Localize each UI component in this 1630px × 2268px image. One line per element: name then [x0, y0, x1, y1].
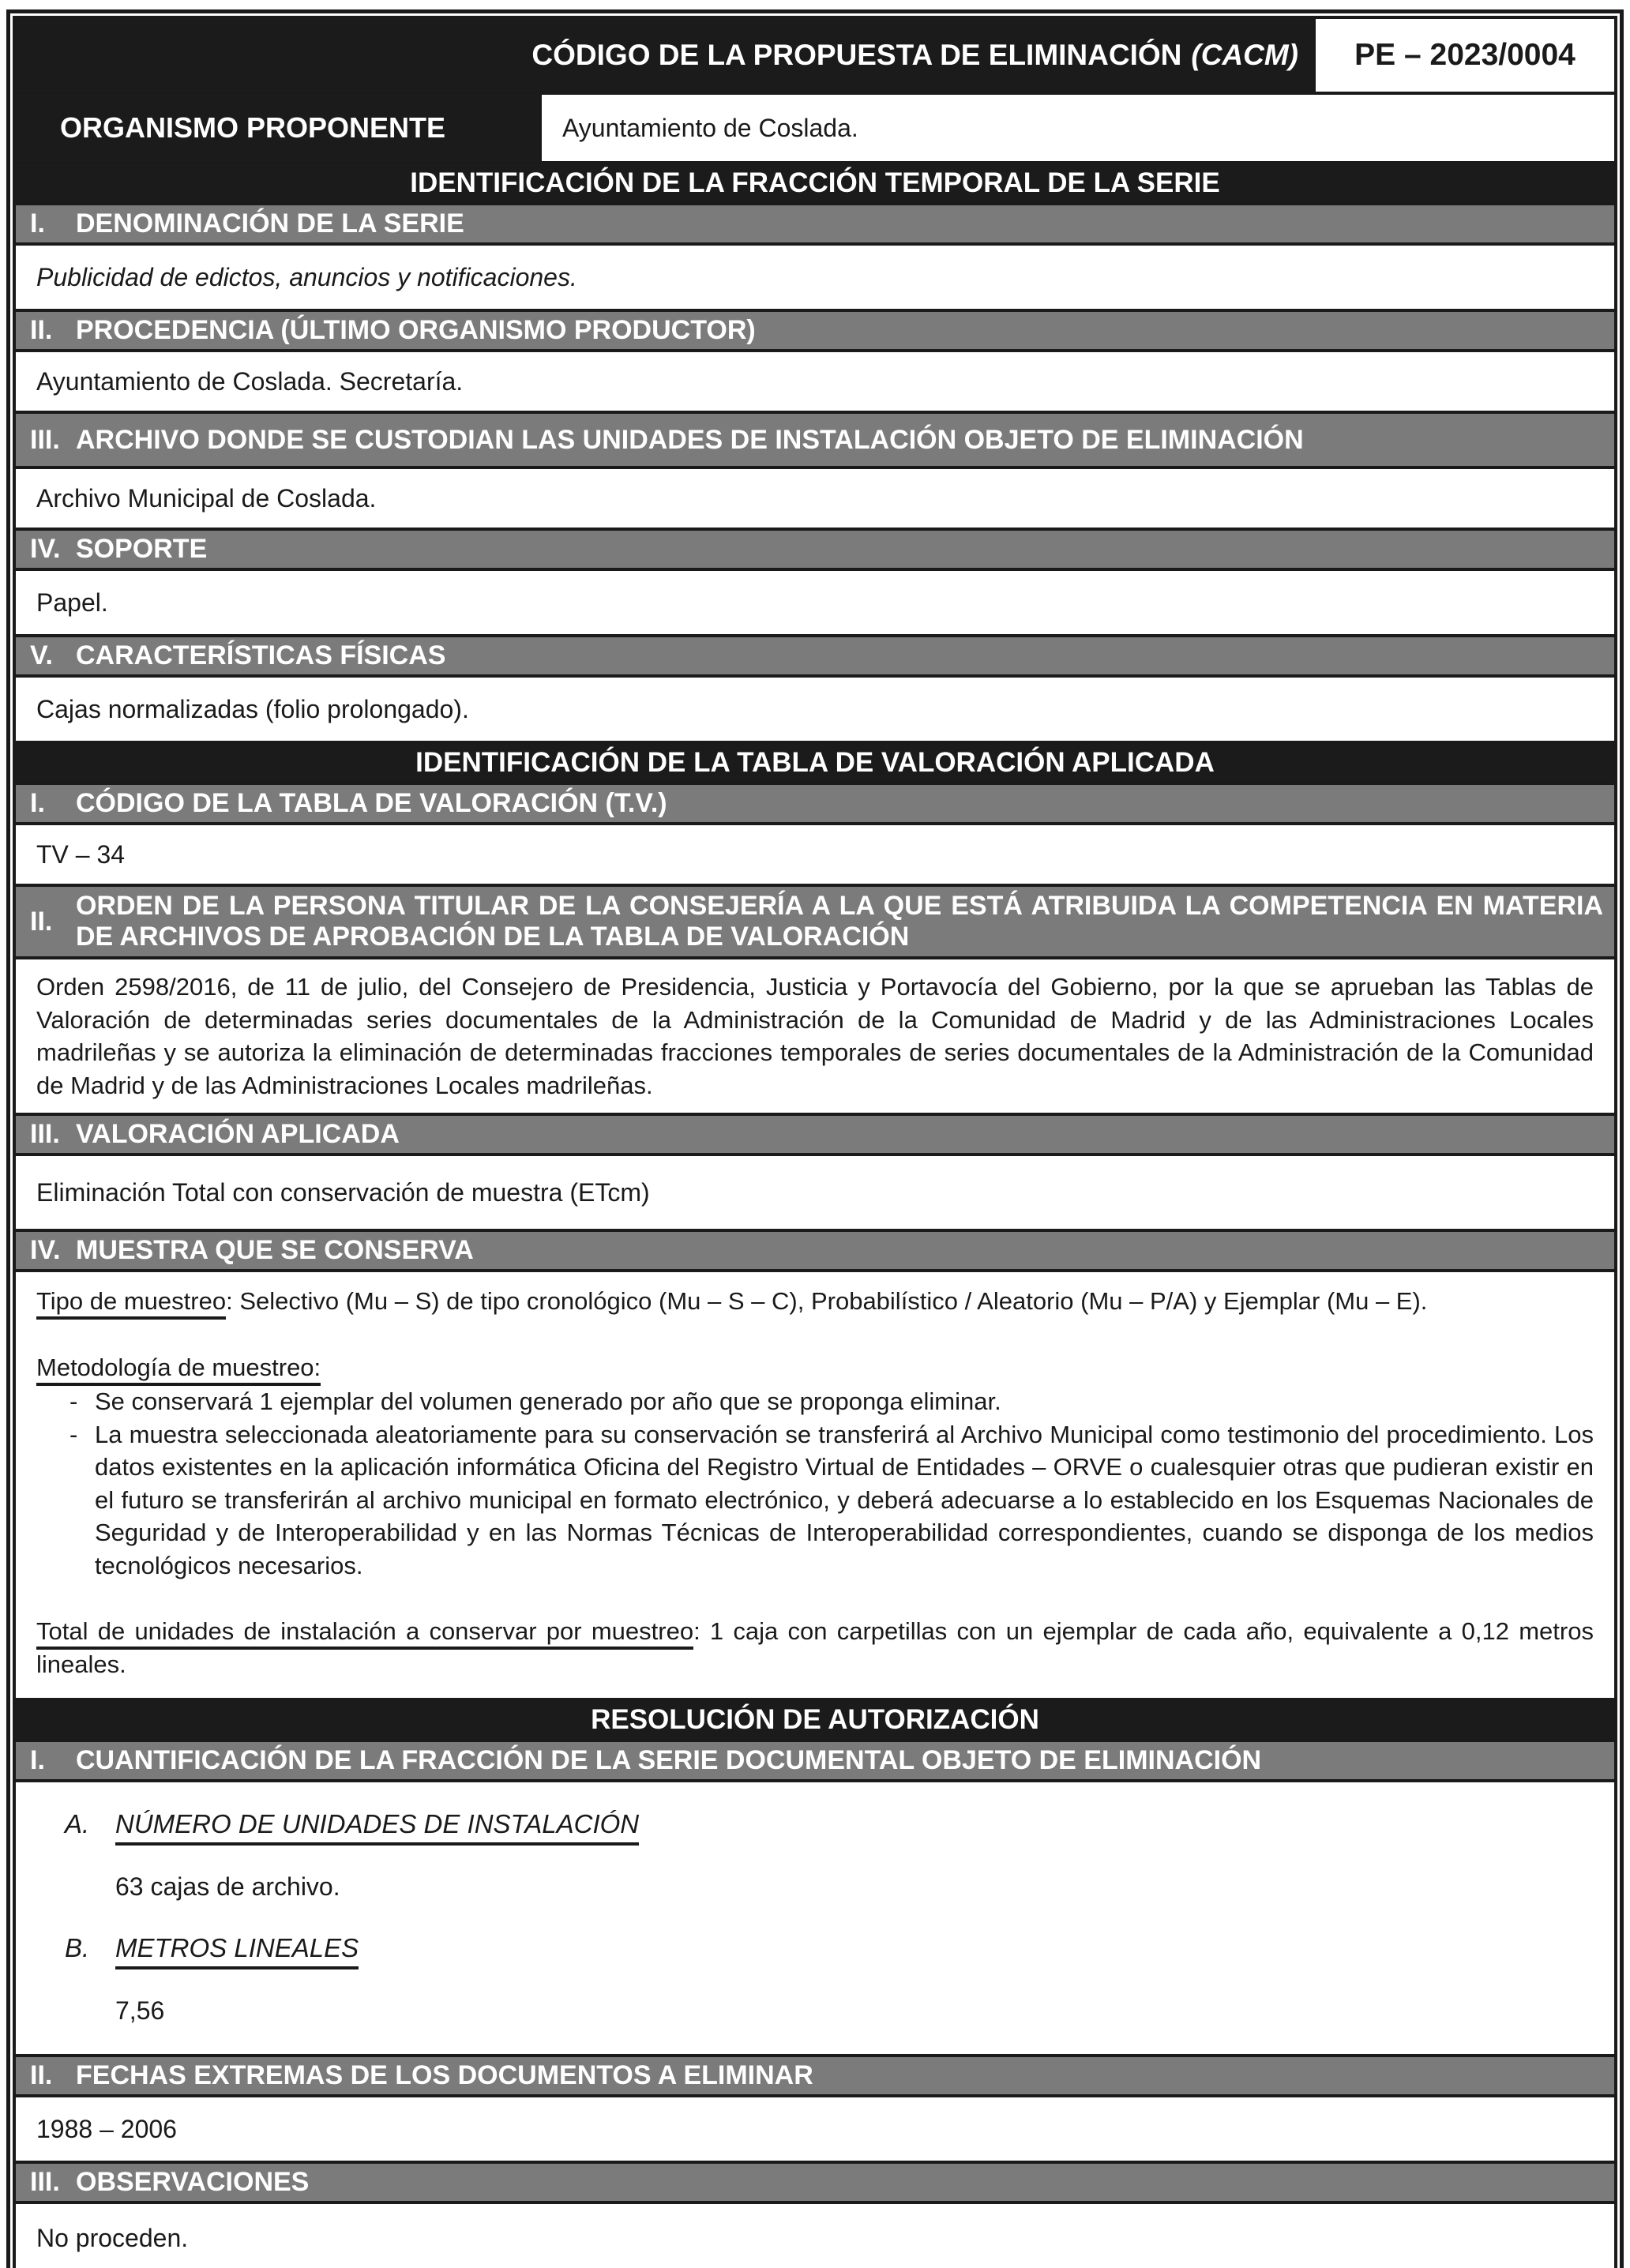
section-numeral: I.: [30, 1745, 45, 1776]
header-valoracion-aplicada: [16, 1113, 1614, 1153]
field-text: Ayuntamiento de Coslada. Secretaría.: [36, 366, 464, 396]
section-label: DENOMINACIÓN DE LA SERIE: [76, 208, 464, 238]
section-numeral: III.: [30, 424, 60, 455]
section-label: VALORACIÓN APLICADA: [76, 1119, 400, 1150]
header-row: [16, 19, 1614, 92]
band-identificacion-tabla: IDENTIFICACIÓN DE LA TABLA DE VALORACIÓN APLICADA: [16, 741, 1614, 782]
proposal-code-box: [1313, 19, 1614, 92]
header-procedencia: [16, 309, 1614, 349]
header-cuantificacion: [16, 1739, 1614, 1779]
field-text: Publicidad de edictos, anuncios y notificaciones.: [36, 262, 577, 291]
tipo-muestreo-label: Tipo de muestreo: [36, 1287, 226, 1320]
organismo-value: Ayuntamiento de Coslada.: [562, 113, 858, 142]
subsection-title: NÚMERO DE UNIDADES DE INSTALACIÓN: [115, 1809, 639, 1846]
section-label: PROCEDENCIA (ÚLTIMO ORGANISMO PRODUCTOR): [76, 315, 756, 345]
section-numeral: II.: [30, 906, 53, 937]
value-denominacion-serie: [16, 242, 1614, 309]
subsection-numero-unidades: [36, 1809, 1594, 1846]
field-paragraph: Orden 2598/2016, de 11 de julio, del Consejero de Presidencia, Justicia y Portavocía del Gobierno, por la que se aprueban las Tablas de Valoración de determinadas series documentales de la Administración de la Comunidad de Madrid y de las Administraciones Locales madrileñas y se autoriza la eliminación de determinadas fracciones temporales de series documentales de la Administración de la Comunidad de Madrid y de las Administraciones Locales madrileñas.: [36, 973, 1594, 1099]
section-label: SOPORTE: [76, 534, 208, 564]
header-codigo-tabla: [16, 782, 1614, 822]
list-item: [36, 1418, 1594, 1583]
section-label: CARACTERÍSTICAS FÍSICAS: [76, 640, 446, 670]
list-item: [36, 1385, 1594, 1418]
section-numeral: V.: [30, 640, 54, 670]
field-text: Cajas normalizadas (folio prolongado).: [36, 694, 469, 723]
subsection-metros-lineales: [36, 1933, 1594, 1969]
metodologia-paragraph: [36, 1351, 1594, 1384]
total-unidades-paragraph: [36, 1615, 1594, 1680]
value-soporte: [16, 568, 1614, 634]
field-text: Papel.: [36, 588, 108, 617]
section-numeral: II.: [30, 315, 53, 345]
value-muestra-conserva: [16, 1269, 1614, 1698]
header-archivo-custodia: [16, 411, 1614, 466]
subsection-letter: B.: [65, 1933, 90, 1963]
value-orden-consejeria: [16, 956, 1614, 1113]
header-caracteristicas-fisicas: [16, 634, 1614, 674]
metros-lineales-value: 7,56: [115, 1996, 165, 2026]
metodologia-list: [36, 1385, 1594, 1582]
section-label: CÓDIGO DE LA TABLA DE VALORACIÓN (T.V.): [76, 788, 667, 818]
section-label: MUESTRA QUE SE CONSERVA: [76, 1235, 474, 1266]
field-text: No proceden.: [36, 2223, 189, 2252]
header-orden-consejeria: [16, 884, 1614, 956]
value-cuantificacion: [16, 1779, 1614, 2054]
header-fechas-extremas: [16, 2054, 1614, 2094]
proposal-code: PE – 2023/0004: [1354, 38, 1576, 72]
field-text: TV – 34: [36, 839, 126, 869]
section-label: OBSERVACIONES: [76, 2167, 310, 2198]
subsection-letter: A.: [65, 1809, 90, 1839]
section-numeral: IV.: [30, 534, 61, 564]
bullet-dash: -: [69, 1420, 78, 1448]
value-procedencia: [16, 349, 1614, 411]
value-codigo-tabla: [16, 822, 1614, 884]
section-label: ORDEN DE LA PERSONA TITULAR DE LA CONSEJERÍA A LA QUE ESTÁ ATRIBUIDA LA COMPETENCIA EN MATERIA DE ARCHIVOS DE APROBACIÓN DE LA TABLA DE VALORACIÓN: [76, 891, 1603, 952]
header-denominacion-serie: [16, 202, 1614, 242]
total-unidades-text: : 1 caja con carpetillas con un ejemplar de cada año, equivalente a 0,12 metros lineales.: [36, 1617, 1594, 1678]
field-text: Archivo Municipal de Coslada.: [36, 483, 377, 513]
section-label: CUANTIFICACIÓN DE LA FRACCIÓN DE LA SERIE DOCUMENTAL OBJETO DE ELIMINACIÓN: [76, 1745, 1262, 1776]
form-title: CÓDIGO DE LA PROPUESTA DE ELIMINACIÓN: [531, 39, 1182, 71]
organismo-label: ORGANISMO PROPONENTE: [60, 111, 446, 144]
section-label: ARCHIVO DONDE SE CUSTODIAN LAS UNIDADES DE INSTALACIÓN OBJETO DE ELIMINACIÓN: [76, 424, 1304, 455]
total-unidades-label: Total de unidades de instalación a conservar por muestreo: [36, 1617, 693, 1650]
section-numeral: IV.: [30, 1235, 61, 1266]
list-item-text: Se conservará 1 ejemplar del volumen generado por año que se proponga eliminar.: [95, 1387, 1001, 1416]
tipo-muestreo-text: : Selectivo (Mu – S) de tipo cronológico (Mu – S – C), Probabilístico / Aleatorio (Mu – P/A) y Ejemplar (Mu – E).: [226, 1287, 1428, 1316]
field-text: 1988 – 2006: [36, 2114, 177, 2143]
tipo-muestreo-paragraph: [36, 1285, 1594, 1318]
header-observaciones: [16, 2161, 1614, 2201]
section-numeral: II.: [30, 2060, 53, 2091]
numero-unidades-value: 63 cajas de archivo.: [115, 1872, 340, 1902]
metodologia-label: Metodología de muestreo:: [36, 1354, 321, 1386]
header-soporte: [16, 528, 1614, 568]
band-identificacion-fraccion: IDENTIFICACIÓN DE LA FRACCIÓN TEMPORAL DE LA SERIE: [16, 161, 1614, 202]
band-resolucion-autorizacion: RESOLUCIÓN DE AUTORIZACIÓN: [16, 1698, 1614, 1739]
section-numeral: III.: [30, 2167, 60, 2198]
form-title-cell: [16, 19, 1313, 92]
bullet-dash: -: [69, 1387, 78, 1416]
value-valoracion-aplicada: [16, 1153, 1614, 1229]
section-numeral: I.: [30, 788, 45, 818]
value-archivo-custodia: [16, 466, 1614, 528]
section-numeral: III.: [30, 1119, 60, 1150]
organismo-row: [16, 92, 1614, 161]
header-muestra-conserva: [16, 1229, 1614, 1269]
section-numeral: I.: [30, 208, 45, 238]
value-fechas-extremas: [16, 2094, 1614, 2161]
organismo-value-field: [539, 95, 1614, 161]
value-caracteristicas-fisicas: [16, 674, 1614, 741]
subsection-title: METROS LINEALES: [115, 1933, 359, 1969]
form-title-acronym: (CACM): [1191, 39, 1298, 71]
value-observaciones: [16, 2201, 1614, 2268]
section-label: FECHAS EXTREMAS DE LOS DOCUMENTOS A ELIMINAR: [76, 2060, 813, 2091]
form-table: [13, 16, 1617, 2268]
list-item-text: La muestra seleccionada aleatoriamente para su conservación se transferirá al Archivo Municipal como testimonio del procedimiento. Los datos existentes en la aplicación informática Oficina del Registro Virtual de Entidades – ORVE o cualesquier otras que pudieran existir en el futuro se transferirán al archivo municipal en formato electrónico, y deberá adecuarse a lo establecido en los Esquemas Nacionales de Seguridad y de Interoperabilidad y en las Normas Técnicas de Interoperabilidad correspondientes, cuando se disponga de los medios tecnológicos necesarios.: [95, 1420, 1594, 1579]
propuesta-eliminacion-form: [6, 9, 1624, 2268]
field-text: Eliminación Total con conservación de muestra (ETcm): [36, 1177, 650, 1207]
